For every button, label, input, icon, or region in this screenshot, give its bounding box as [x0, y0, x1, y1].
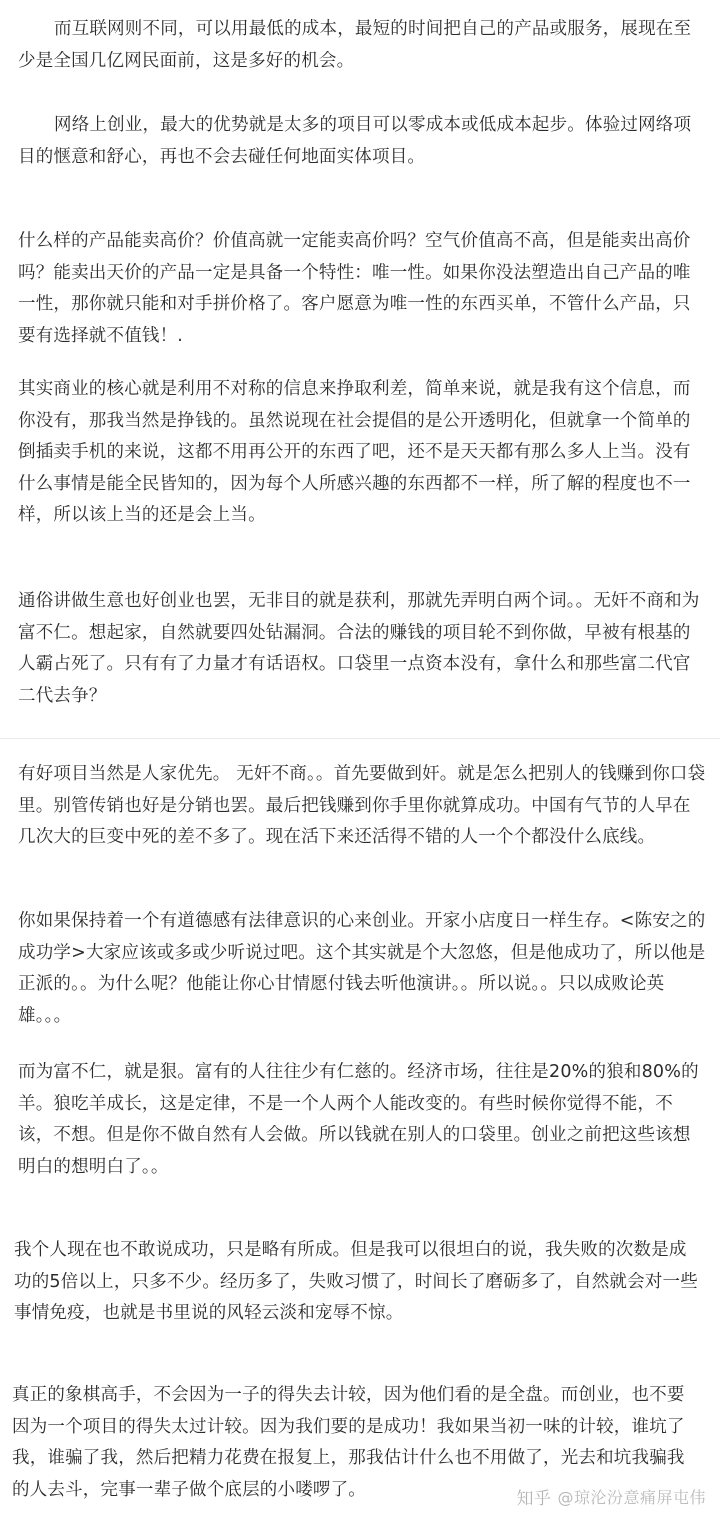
section-divider: [0, 738, 720, 739]
paragraph-6: 有好项目当然是人家优先。 无奸不商。。首先要做到奸。就是怎么把别人的钱赚到你口袋里。别管传销也好是分销也罢。最后把钱赚到你手里你就算成功。中国有气节的人早在几次大的巨变中死的差不多了。现在活下来还活得不错的人一个个都没什么底线。: [18, 764, 706, 847]
paragraph-7: 你如果保持着一个有道德感有法律意识的心来创业。开家小店度日一样生存。<陈安之的成功学>大家应该或多或少听说过吧。这个其实就是个大忽悠，但是他成功了，所以他是正派的。。为什么呢？他能让你心甘情愿付钱去听他演讲。。所以说。。只以成败论英雄。。。: [18, 911, 706, 1026]
zhihu-watermark: [516, 1484, 706, 1509]
paragraph-4: 其实商业的核心就是利用不对称的信息来挣取利差，简单来说，就是我有这个信息，而你没有，那我当然是挣钱的。虽然说现在社会提倡的是公开透明化，但就拿一个简单的倒插卖手机的来说，这都不用再公开的东西了吧，还不是天天都有那么多人上当。没有什么事情是能全民皆知的，因为每个人所感兴趣的东西都不一样，所了解的程度也不一样，所以该上当的还是会上当。: [18, 379, 691, 525]
paragraph-9: 我个人现在也不敢说成功，只是略有所成。但是我可以很坦白的说，我失败的次数是成功的5倍以上，只多不少。经历多了，失败习惯了，时间长了磨砺多了，自然就会对一些事情免疫，也就是书里说的风轻云淡和宠辱不惊。: [14, 1240, 698, 1323]
paragraph-5: 通俗讲做生意也好创业也罢，无非目的就是获利，那就先弄明白两个词。。无奸不商和为富不仁。想起家，自然就要四处钻漏洞。合法的赚钱的项目轮不到你做，早被有根基的人霸占死了。只有有了力量才有话语权。口袋里一点资本没有，拿什么和那些富二代官二代去争？: [18, 591, 700, 706]
paragraph-10: 真正的象棋高手，不会因为一子的得失去计较，因为他们看的是全盘。而创业，也不要因为一个项目的得失太过计较。因为我们要的是成功！我如果当初一味的计较，谁坑了我，谁骗了我，然后把精力花费在报复上，那我估计什么也不用做了，光去和坑我骗我的人去斗，完事一辈子做个底层的小喽啰了。: [12, 1385, 685, 1500]
paragraph-2: 网络上创业，最大的优势就是太多的项目可以零成本或低成本起步。体验过网络项目的惬意和舒心，再也不会去碰任何地面实体项目。: [18, 115, 692, 167]
watermark-handle: @琼沦汾意痛屏屯伟: [557, 1488, 706, 1507]
paragraph-8: 而为富不仁，就是狠。富有的人往往少有仁慈的。经济市场，往往是20%的狼和80%的羊。狼吃羊成长，这是定律，不是一个人两个人能改变的。有些时候你觉得不能，不该，不想。但是你不做自然有人会做。所以钱就在别人的口袋里。创业之前把这些该想明白的想明白了。。: [18, 1062, 699, 1177]
paragraph-3: 什么样的产品能卖高价？价值高就一定能卖高价吗？空气价值高不高，但是能卖出高价吗？能卖出天价的产品一定是具备一个特性：唯一性。如果你没法塑造出自己产品的唯一性，那你就只能和对手拼价格了。客户愿意为唯一性的东西买单，不管什么产品，只要有选择就不值钱！.: [18, 231, 691, 346]
watermark-brand: 知乎: [516, 1489, 552, 1509]
paragraph-1: 而互联网则不同，可以用最低的成本，最短的时间把自己的产品或服务，展现在至少是全国几亿网民面前，这是多好的机会。: [18, 19, 692, 71]
